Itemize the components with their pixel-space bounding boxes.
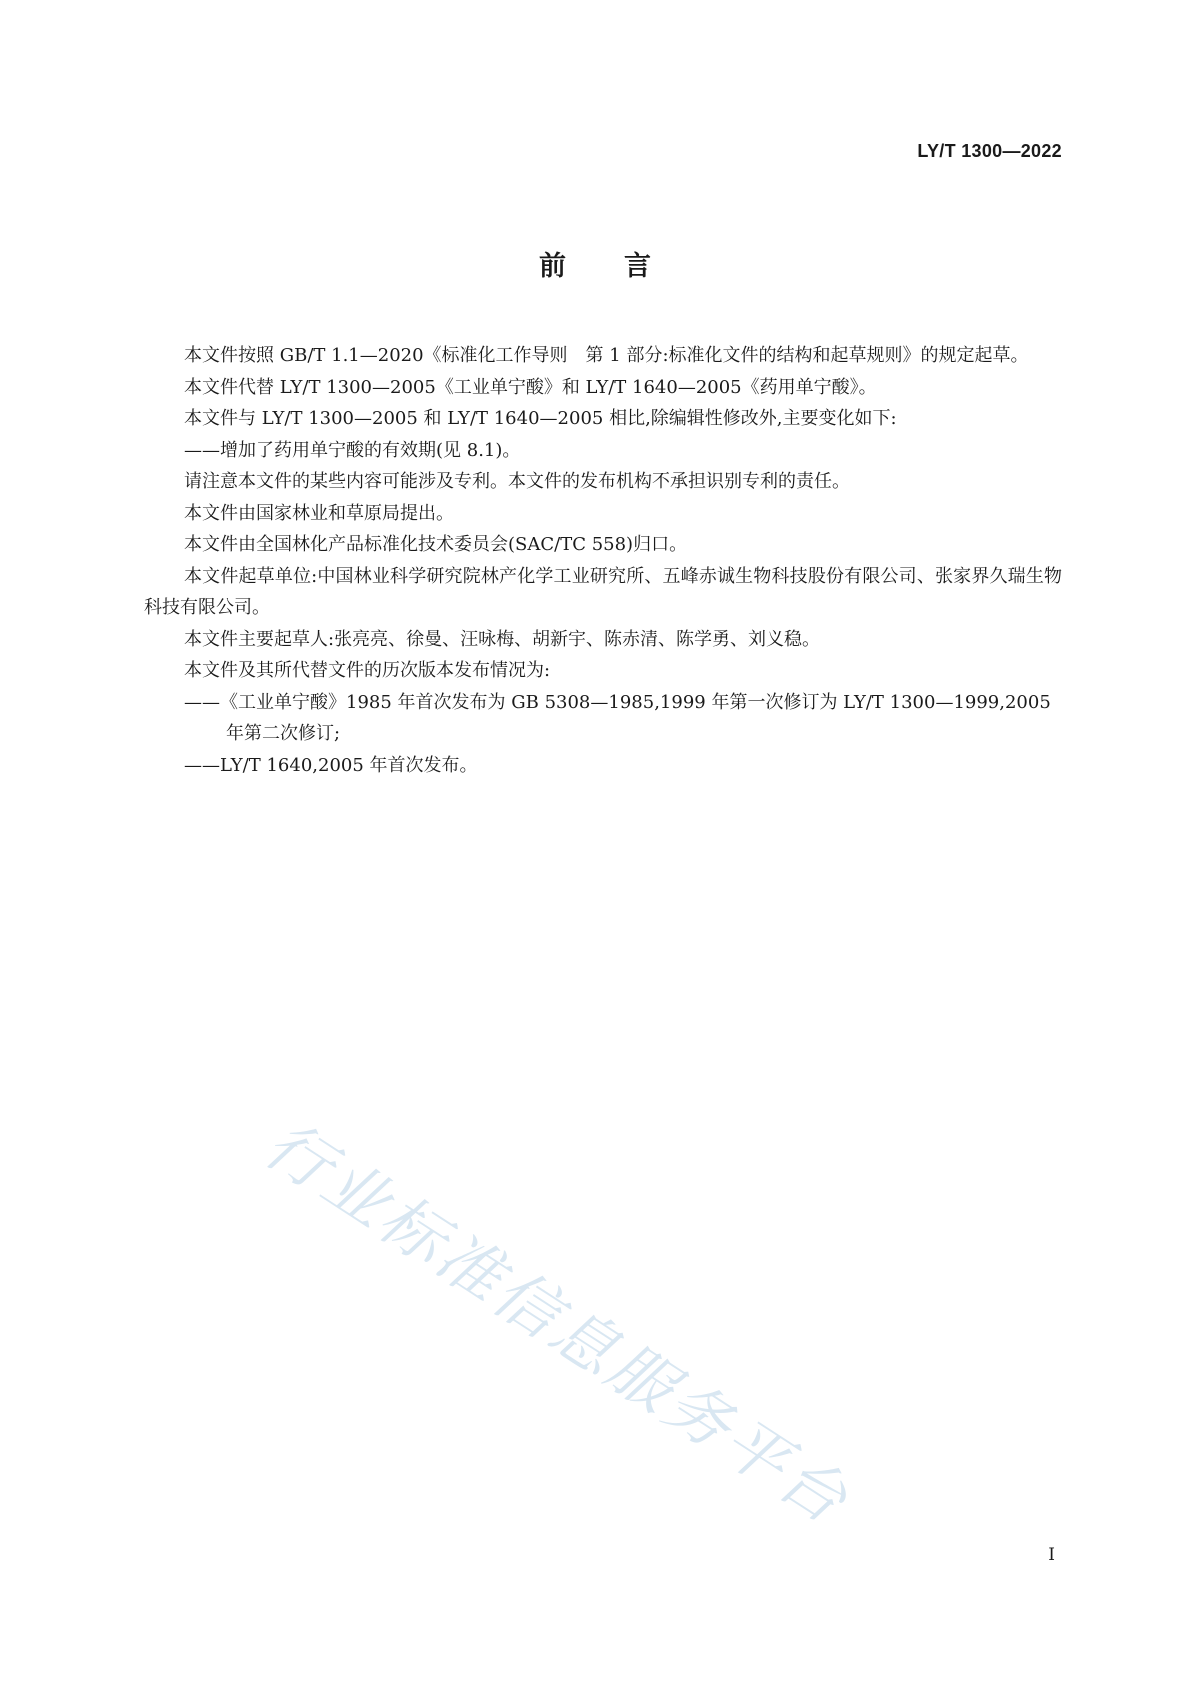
paragraph-drafting-units: 本文件起草单位:中国林业科学研究院林产化学工业研究所、五峰赤诚生物科技股份有限公司、张家界久瑞生物科技有限公司。 (144, 565, 1062, 618)
paragraph-committee: 本文件由全国林化产品标准化技术委员会(SAC/TC 558)归口。 (184, 534, 688, 555)
paragraph-change-item: ——增加了药用单宁酸的有效期(见 8.1)。 (184, 439, 521, 461)
page-number: I (1048, 1545, 1055, 1565)
history-item: ——LY/T 1640,2005 年首次发布。 (184, 754, 478, 776)
paragraph-proposer: 本文件由国家林业和草原局提出。 (184, 502, 454, 524)
document-body (144, 340, 1062, 781)
standard-code: LY/T 1300—2022 (917, 141, 1062, 161)
paragraph-patent-notice: 请注意本文件的某些内容可能涉及专利。本文件的发布机构不承担识别专利的责任。 (184, 471, 850, 492)
paragraph-changes-intro: 本文件与 LY/T 1300—2005 和 LY/T 1640—2005 相比,除编辑性修改外,主要变化如下: (184, 408, 897, 429)
watermark: 行业标准信息服务平台 (251, 1107, 863, 1540)
paragraph-history-intro: 本文件及其所代替文件的历次版本发布情况为: (184, 660, 551, 681)
paragraph-replacement: 本文件代替 LY/T 1300—2005《工业单宁酸》和 LY/T 1640—2005《药用单宁酸》。 (184, 376, 877, 398)
paragraph-drafting-basis: 本文件按照 GB/T 1.1—2020《标准化工作导则 第 1 部分:标准化文件的结构和起草规则》的规定起草。 (184, 345, 1029, 366)
paragraph-drafters: 本文件主要起草人:张亮亮、徐曼、汪咏梅、胡新宇、陈赤清、陈学勇、刘义稳。 (184, 628, 821, 650)
history-item: ——《工业单宁酸》1985 年首次发布为 GB 5308—1985,1999 年第一次修订为 LY/T 1300—1999,2005 年第二次修订; (184, 691, 1051, 744)
page-title: 前言 (539, 251, 709, 282)
